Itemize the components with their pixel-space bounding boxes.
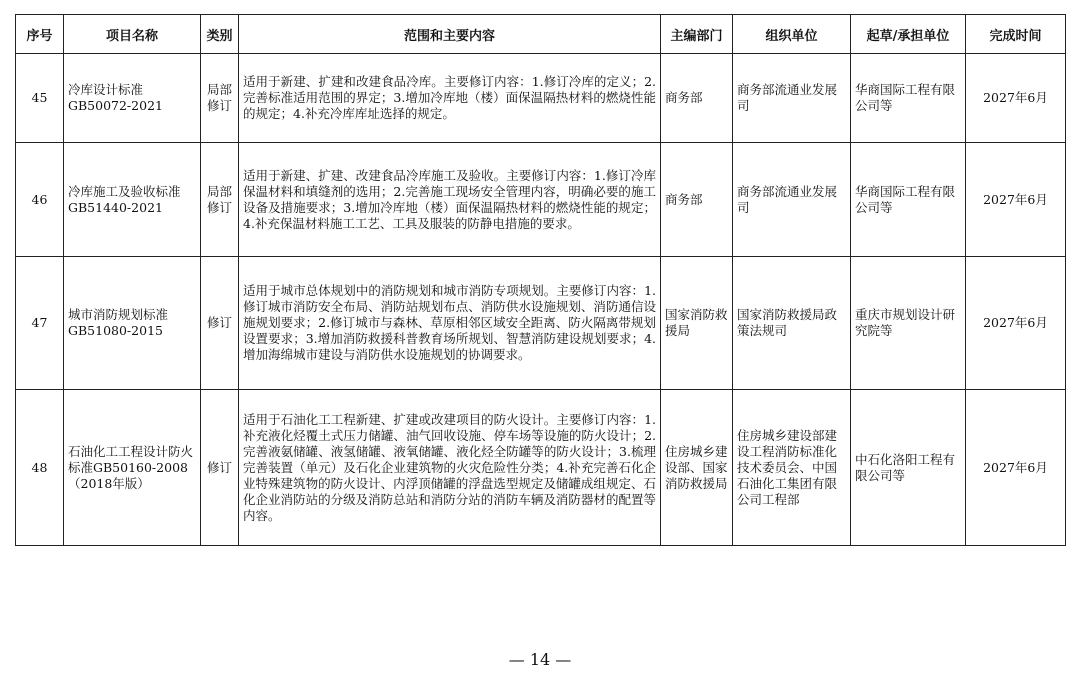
cell-chief: 国家消防救援局 bbox=[661, 257, 733, 390]
cell-scope: 适用于新建、扩建和改建食品冷库。主要修订内容：1.修订冷库的定义；2.完善标准适用范围的界定；3.增加冷库地（楼）面保温隔热材料的燃烧性能的规定；4.补充冷库库址选择的规定。 bbox=[239, 54, 661, 143]
header-org: 组织单位 bbox=[733, 15, 851, 54]
cell-scope: 适用于石油化工工程新建、扩建或改建项目的防火设计。主要修订内容：1.补充液化烃覆土式压力储罐、油气回收设施、停车场等设施的防火设计；2.完善液氨储罐、液氢储罐、液氧储罐、液化烃全防罐等的防火设计；3.梳理完善装置（单元）及石化企业建筑物的火灾危险性分类；4.补充完善石化企业特殊建筑物的防火设计、内浮顶储罐的浮盘选型规定及储罐成组规定、石化企业消防站的分级及消防总站和消防分站的消防车辆及消防器材的配置等内容。 bbox=[239, 390, 661, 546]
cell-no: 48 bbox=[16, 390, 64, 546]
cell-org: 商务部流通业发展司 bbox=[733, 54, 851, 143]
cell-org: 住房城乡建设部建设工程消防标准化技术委员会、中国石油化工集团有限公司工程部 bbox=[733, 390, 851, 546]
standards-table bbox=[15, 14, 1066, 546]
cell-draft: 华商国际工程有限公司等 bbox=[851, 54, 966, 143]
cell-type: 修订 bbox=[201, 390, 239, 546]
cell-chief: 商务部 bbox=[661, 54, 733, 143]
header-type: 类别 bbox=[201, 15, 239, 54]
table-row bbox=[16, 257, 1066, 390]
cell-type: 局部修订 bbox=[201, 143, 239, 257]
header-row bbox=[16, 15, 1066, 54]
cell-chief: 商务部 bbox=[661, 143, 733, 257]
header-draft: 起草/承担单位 bbox=[851, 15, 966, 54]
table-row bbox=[16, 54, 1066, 143]
header-no: 序号 bbox=[16, 15, 64, 54]
cell-time: 2027年6月 bbox=[966, 143, 1066, 257]
cell-draft: 重庆市规划设计研究院等 bbox=[851, 257, 966, 390]
cell-time: 2027年6月 bbox=[966, 54, 1066, 143]
cell-chief: 住房城乡建设部、国家消防救援局 bbox=[661, 390, 733, 546]
cell-name: 城市消防规划标准GB51080-2015 bbox=[64, 257, 201, 390]
cell-name: 冷库施工及验收标准GB51440-2021 bbox=[64, 143, 201, 257]
cell-type: 局部修订 bbox=[201, 54, 239, 143]
cell-no: 47 bbox=[16, 257, 64, 390]
cell-scope: 适用于新建、扩建、改建食品冷库施工及验收。主要修订内容：1.修订冷库保温材料和填缝剂的选用；2.完善施工现场安全管理内容，明确必要的施工设备及措施要求；3.增加冷库地（楼）面保温隔热材料的燃烧性能的规定；4.补充保温材料施工工艺、工具及服装的防静电措施的要求。 bbox=[239, 143, 661, 257]
cell-draft: 华商国际工程有限公司等 bbox=[851, 143, 966, 257]
cell-no: 45 bbox=[16, 54, 64, 143]
header-name: 项目名称 bbox=[64, 15, 201, 54]
cell-scope: 适用于城市总体规划中的消防规划和城市消防专项规划。主要修订内容：1.修订城市消防安全布局、消防站规划布点、消防供水设施规划、消防通信设施规划要求；2.修订城市与森林、草原相邻区域安全距离、防火隔离带规划设置要求；3.增加消防救援科普教育场所规划、智慧消防建设规划要求；4.增加海绵城市建设与消防供水设施规划的协调要求。 bbox=[239, 257, 661, 390]
cell-time: 2027年6月 bbox=[966, 390, 1066, 546]
header-time: 完成时间 bbox=[966, 15, 1066, 54]
cell-org: 商务部流通业发展司 bbox=[733, 143, 851, 257]
cell-draft: 中石化洛阳工程有限公司等 bbox=[851, 390, 966, 546]
cell-name: 石油化工工程设计防火标准GB50160-2008（2018年版） bbox=[64, 390, 201, 546]
cell-name: 冷库设计标准GB50072-2021 bbox=[64, 54, 201, 143]
cell-org: 国家消防救援局政策法规司 bbox=[733, 257, 851, 390]
header-scope: 范围和主要内容 bbox=[239, 15, 661, 54]
cell-time: 2027年6月 bbox=[966, 257, 1066, 390]
page-number: — 14 — bbox=[508, 650, 572, 669]
cell-no: 46 bbox=[16, 143, 64, 257]
header-chief: 主编部门 bbox=[661, 15, 733, 54]
cell-type: 修订 bbox=[201, 257, 239, 390]
table-row bbox=[16, 143, 1066, 257]
table-row bbox=[16, 390, 1066, 546]
